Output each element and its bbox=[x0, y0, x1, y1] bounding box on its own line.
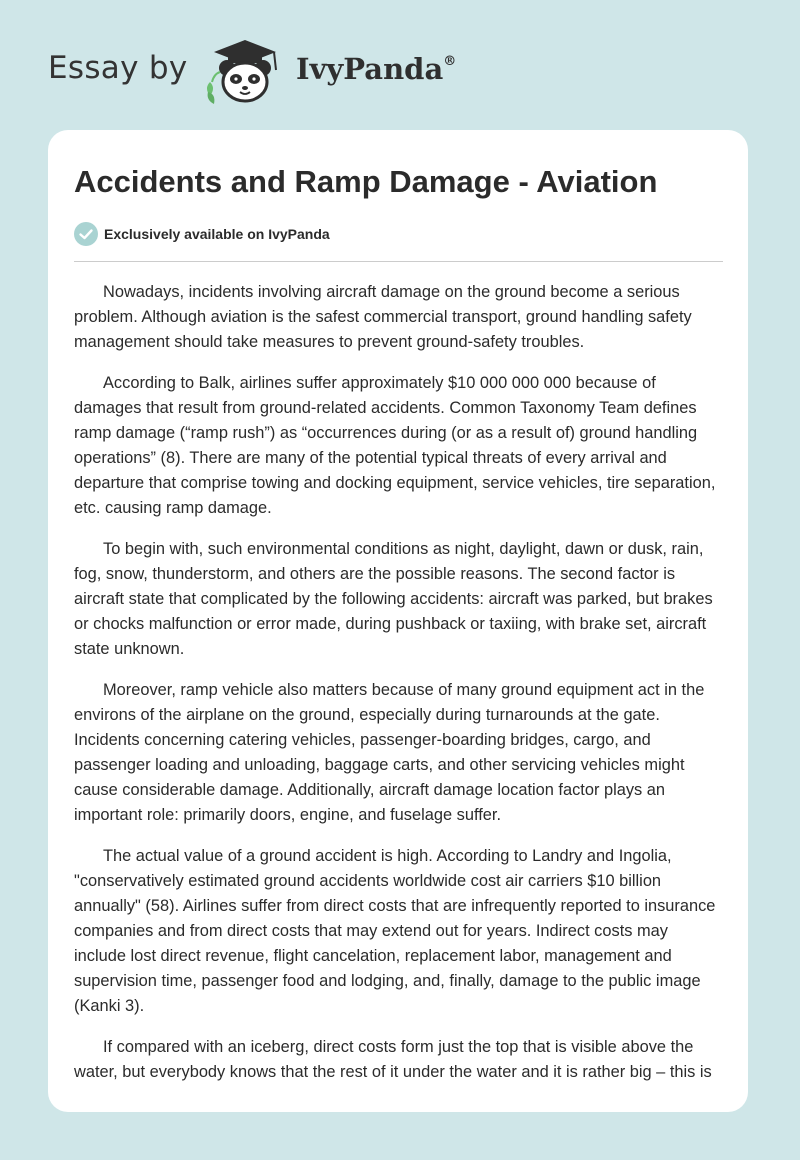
registered-mark: ® bbox=[443, 54, 457, 69]
page-title: Accidents and Ramp Damage - Aviation bbox=[74, 164, 658, 199]
divider bbox=[74, 261, 723, 262]
brand-text: IvyPanda bbox=[296, 52, 444, 86]
paragraph: Moreover, ramp vehicle also matters because of many ground equipment act in the environs of the airplane on the ground, especially during turnarounds at the gate. Incidents concerning catering vehicles, passenger-boarding bridges, cargo, and passenger loading and unloading, baggage carts, and other servicing vehicles might cause considerable damage. Additionally, aircraft damage location factor plays an important role: primarily doors, engine, and fuselage suffer. bbox=[74, 681, 705, 824]
paragraph: Nowadays, incidents involving aircraft damage on the ground become a serious problem. Although aviation is the safest commercial transport, ground handling safety management should take measures to prevent ground-safety troubles. bbox=[74, 283, 692, 351]
paragraph: The actual value of a ground accident is high. According to Landry and Ingolia, "conservatively estimated ground accidents worldwide cost air carriers $10 billion annually" (58). Airlines suffer from direct costs that are infrequently reported to insurance companies and from direct costs that may extend out for years. Indirect costs may include lost direct revenue, flight cancelation, replacement labor, management and supervision time, passenger food and lodging, and, finally, damage to the public image (Kanki 3). bbox=[74, 847, 716, 1015]
paragraph: If compared with an iceberg, direct costs form just the top that is visible above the water, but everybody knows that the rest of it under the water and it is rather big – this is bbox=[74, 1038, 712, 1081]
exclusive-text: Exclusively available on IvyPanda bbox=[104, 226, 330, 242]
paragraph: According to Balk, airlines suffer approximately $10 000 000 000 because of damages that result from ground-related accidents. Common Taxonomy Team defines ramp damage (“ramp rush”) as “occurrences during (or as a result of) ground handling operations” (8). There are many of the potential typical threats of every arrival and departure that comprise towing and docking equipment, service vehicles, tire separation, etc. causing ramp damage. bbox=[74, 374, 716, 517]
brand-name[interactable] bbox=[296, 52, 456, 86]
essay-card bbox=[48, 130, 748, 1112]
essay-body bbox=[74, 280, 724, 1101]
essay-by-label: Essay by bbox=[48, 50, 188, 86]
exclusive-badge bbox=[74, 222, 330, 246]
check-circle-icon bbox=[74, 222, 98, 246]
ivypanda-logo-icon[interactable] bbox=[200, 36, 290, 108]
paragraph: To begin with, such environmental conditions as night, daylight, dawn or dusk, rain, fog, snow, thunderstorm, and others are the possible reasons. The second factor is aircraft state that complicated by the following accidents: aircraft was parked, but brakes or chocks malfunction or error made, during pushback or taxiing, with brake set, aircraft state unknown. bbox=[74, 540, 713, 658]
site-header bbox=[0, 0, 800, 130]
